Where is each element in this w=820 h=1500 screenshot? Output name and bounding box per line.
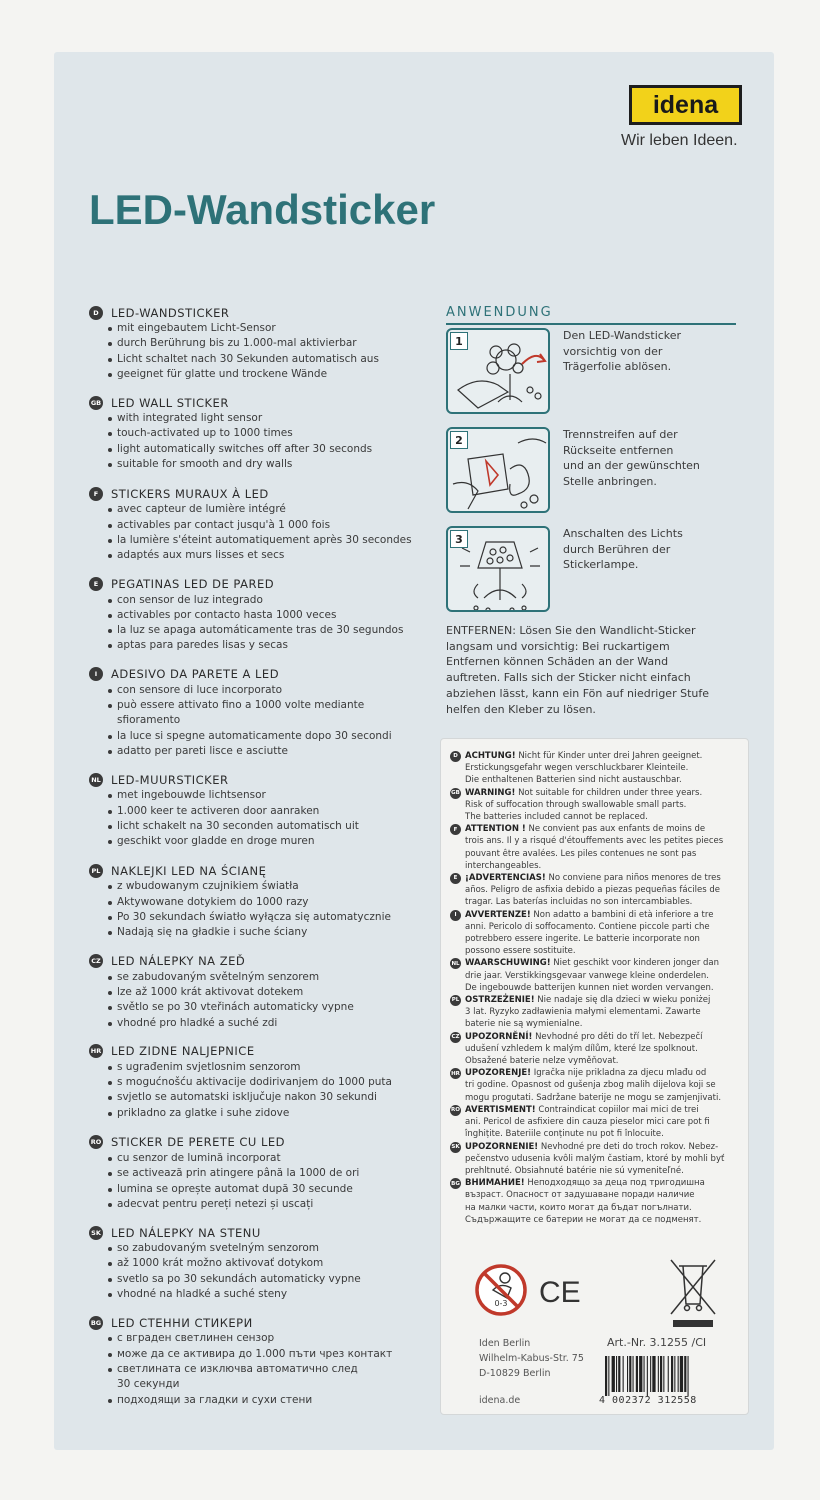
age-range-label: 0-3 [494, 1299, 508, 1308]
language-heading [89, 304, 429, 321]
language-block-ro [89, 1134, 429, 1212]
warning-text: De ingebouwde batterijen kunnen niet worden vervangen. [465, 982, 714, 993]
warning-text: tragar. Las baterías incluidas no son intercambiables. [465, 897, 693, 908]
warning-text: trois ans. Il y a risqué d'étouffements avec les petites pieces [465, 836, 724, 847]
feature-item: aptas para paredes lisas y secas [117, 638, 429, 653]
warning-code-badge: PL [450, 995, 461, 1006]
warning-item-cz [450, 1031, 740, 1068]
feature-item: activables por contacto hasta 1000 veces [117, 608, 429, 623]
feature-item: Po 30 sekundach światło wyłącza się automatycznie [117, 910, 429, 925]
language-block-hr [89, 1043, 429, 1121]
language-heading-text: LED СТЕННИ СТИКЕРИ [111, 1315, 253, 1330]
warning-text: Неподходящо за деца под тригодишна [527, 1178, 705, 1189]
feature-item: se activează prin atingere până la 1000 de ori [117, 1166, 429, 1181]
article-number: Art.-Nr. 3.1255 /CI [607, 1336, 707, 1349]
feature-item: la lumière s'éteint automatiquement après 30 secondes [117, 533, 429, 548]
feature-item: може да се активира до 1.000 пъти чрез контакт [117, 1347, 429, 1362]
warning-label: WARNING! [465, 787, 516, 798]
language-heading-text: LED NÁLEPKY NA STENU [111, 1225, 261, 1240]
warning-text: Niet geschikt voor kinderen jonger dan [553, 958, 720, 969]
language-code-badge: GB [89, 396, 103, 410]
feature-list [89, 593, 429, 654]
entfernen-instructions: ENTFERNEN: Lösen Sie den Wandlicht-Sticker langsam und vorsichtig: Bei ruckartigem Entfernen können Schäden an der Wand auftreten. Falls sich der Sticker nicht einfach abziehen lässt, kann ein Fön auf niedriger Stufe helfen den Kleber zu lösen. [446, 624, 709, 716]
warning-code-badge: RO [450, 1105, 461, 1116]
anwendung-divider [446, 323, 736, 325]
warning-text: tri godine. Opasnost od gušenja zbog malih dijelova koji se [465, 1080, 716, 1091]
warning-text: baterie nie są wymienialne. [465, 1019, 583, 1030]
language-heading [89, 953, 429, 970]
feature-item: adatto per pareti lisce e asciutte [117, 744, 429, 759]
warning-item-i [450, 909, 740, 958]
feature-item: geeignet für glatte und trockene Wände [117, 367, 429, 382]
language-block-nl [89, 771, 429, 849]
warning-text: Risk of suffocation through swallowable small parts. [465, 799, 687, 810]
feature-item: adecvat pentru pereți netezi și uscați [117, 1197, 429, 1212]
language-heading [89, 666, 429, 683]
feature-list [89, 1331, 429, 1407]
feature-item: activables par contact jusqu'à 1 000 fois [117, 518, 429, 533]
language-code-badge: HR [89, 1044, 103, 1058]
warning-text: Not suitable for children under three years. [518, 787, 703, 798]
language-heading [89, 771, 429, 788]
language-heading-text: NAKLEJKI LED NA ŚCIANĘ [111, 863, 267, 878]
feature-list [89, 683, 429, 759]
language-heading-text: LED-WANDSTICKER [111, 305, 230, 320]
language-heading [89, 394, 429, 411]
feature-item: può essere attivato fino a 1000 volte mediante [117, 698, 429, 713]
language-code-badge: F [89, 487, 103, 501]
warning-text: possono essere sostituite. [465, 946, 576, 957]
language-block-bg [89, 1314, 429, 1407]
feature-item: sfioramento [117, 714, 181, 727]
brand-slogan: Wir leben Ideen. [621, 132, 738, 149]
warning-text: Nevhodné pro děti do tří let. Nebezpečí [535, 1031, 703, 1042]
warning-label: WAARSCHUWING! [465, 958, 551, 969]
feature-item: z wbudowanym czujnikiem światła [117, 879, 429, 894]
warning-item-hr [450, 1067, 740, 1104]
language-descriptions [89, 304, 429, 1408]
warning-code-badge: NL [450, 958, 461, 969]
feature-item: lumina se oprește automat după 30 secunde [117, 1182, 429, 1197]
feature-item: vhodné na hladké a suché steny [117, 1287, 429, 1302]
warning-text: drie jaar. Verstikkingsgevaar vanwege kleine onderdelen. [465, 970, 709, 981]
warning-text: Съдържащите се батерии не могат да се подменят. [465, 1214, 702, 1225]
feature-list [89, 879, 429, 940]
warning-item-bg [450, 1177, 740, 1226]
feature-item: licht schakelt na 30 seconden automatisch uit [117, 819, 429, 834]
warning-text: Contraindicat copiilor mai mici de trei [538, 1104, 699, 1115]
feature-item: cu senzor de lumină incorporat [117, 1151, 429, 1166]
warning-code-badge: BG [450, 1178, 461, 1189]
feature-item: s mogućnošću aktivacije dodirivanjem do 1000 puta [117, 1075, 429, 1090]
language-heading [89, 576, 429, 593]
warning-text: на малки части, които могат да бъдат погълнати. [465, 1202, 692, 1213]
feature-item: con sensore di luce incorporato [117, 683, 429, 698]
step-2-illustration [446, 427, 550, 513]
website: idena.de [479, 1395, 521, 1406]
warning-code-badge: F [450, 824, 461, 835]
warning-item-e [450, 872, 740, 909]
feature-list [89, 502, 429, 563]
feature-item: prikladno za glatke i suhe zidove [117, 1106, 429, 1121]
language-heading-text: ADESIVO DA PARETE A LED [111, 667, 280, 682]
language-code-badge: CZ [89, 954, 103, 968]
feature-item: se zabudovaným světelným senzorem [117, 970, 429, 985]
step-2-text: Trennstreifen auf der Rückseite entfernen und an der gewünschten Stelle anbringen. [563, 428, 700, 488]
warning-text: înghițite. Bateriile conținute nu pot fi înlocuite. [465, 1129, 664, 1140]
ean-number: 4 002372 312558 [599, 1395, 697, 1406]
warning-label: AVERTISMENT! [465, 1104, 536, 1115]
warning-label: UPOZORNĚNÍ! [465, 1031, 533, 1042]
language-heading-text: STICKER DE PERETE CU LED [111, 1135, 286, 1150]
feature-item: Nadają się na gładkie i suche ściany [117, 925, 429, 940]
weee-bin-icon [671, 1260, 715, 1314]
language-heading-text: LED WALL STICKER [111, 395, 229, 410]
warning-code-badge: CZ [450, 1032, 461, 1043]
language-block-cz [89, 953, 429, 1031]
language-code-badge: PL [89, 864, 103, 878]
warning-text: Erstickungsgefahr wegen verschluckbarer Kleinteile. [465, 763, 689, 774]
step-1-illustration [446, 328, 550, 414]
feature-list [89, 321, 429, 382]
warning-text: potrebbero essere ingerite. Le batterie incorporate non [465, 934, 700, 945]
feature-list [89, 788, 429, 849]
language-heading [89, 1224, 429, 1241]
product-title: LED-Wandsticker [89, 186, 436, 233]
warning-text: Ne convient pas aux enfants de moins de [528, 824, 706, 835]
warning-label: AVVERTENZE! [465, 909, 531, 920]
step-1-text: Den LED-Wandsticker vorsichtig von der Trägerfolie ablösen. [563, 329, 682, 373]
warning-text: anni. Pericolo di soffocamento. Contiene piccole parti che [465, 921, 710, 932]
warning-code-badge: E [450, 873, 461, 884]
step-3-illustration [446, 526, 550, 612]
warning-item-sk [450, 1141, 740, 1178]
brand-logo: idena [629, 85, 742, 125]
warning-text: No conviene para niños menores de tres [548, 873, 721, 884]
warning-label: UPOZORENJE! [465, 1068, 532, 1079]
language-heading-text: STICKERS MURAUX À LED [111, 486, 269, 501]
warning-text: años. Peligro de asfixia debido a piezas pequeñas fáciles de [465, 885, 720, 896]
warning-text: pečenstvo udusenia kvôli malým častiam, ktoré by mohli byť [465, 1153, 725, 1164]
feature-item: suitable for smooth and dry walls [117, 457, 429, 472]
language-block-pl [89, 862, 429, 940]
warning-text: prehltnuté. Obsiahnuté batérie nie sú vymeniteľné. [465, 1165, 684, 1176]
feature-item: s ugrađenim svjetlosnim senzorom [117, 1060, 429, 1075]
warning-panel [440, 738, 749, 1415]
warning-text: The batteries included cannot be replaced. [465, 812, 648, 823]
feature-list [89, 411, 429, 472]
warning-item-ro [450, 1104, 740, 1141]
feature-item: svjetlo se automatski isključuje nakon 30 sekundi [117, 1090, 429, 1105]
language-code-badge: BG [89, 1316, 103, 1330]
feature-item: met ingebouwde lichtsensor [117, 788, 429, 803]
warning-item-d [450, 750, 740, 787]
language-heading-text: LED ZIDNE NALJEPNICE [111, 1044, 255, 1059]
feature-list [89, 970, 429, 1031]
warning-text: Obsažené baterie nelze vyměňovat. [465, 1056, 619, 1067]
feature-item: až 1000 krát možno aktivovať dotykom [117, 1256, 429, 1271]
warning-item-gb [450, 787, 740, 824]
warning-item-pl [450, 994, 740, 1031]
language-code-badge: NL [89, 773, 103, 787]
warning-list [450, 750, 740, 1226]
warning-text: Die enthaltenen Batterien sind nicht austauschbar. [465, 775, 682, 786]
warning-code-badge: D [450, 751, 461, 762]
feature-item: подходящи за гладки и сухи стени [117, 1393, 429, 1408]
step-number: 1 [450, 332, 468, 350]
language-heading-text: LED NÁLEPKY NA ZEĎ [111, 954, 246, 969]
language-block-d [89, 304, 429, 382]
feature-item: la luce si spegne automaticamente dopo 30 secondi [117, 729, 429, 744]
language-block-e [89, 576, 429, 654]
warning-label: OSTRZEŻENIE! [465, 995, 535, 1006]
language-heading [89, 485, 429, 502]
feature-item: durch Berührung bis zu 1.000-mal aktivierbar [117, 336, 429, 351]
language-heading [89, 1043, 429, 1060]
warning-text: Nevhodné pre deti do troch rokov. Nebez- [540, 1141, 719, 1152]
feature-item: светлината се изключва автоматично след [117, 1362, 429, 1377]
warning-code-badge: I [450, 910, 461, 921]
feature-item: mit eingebautem Licht-Sensor [117, 321, 429, 336]
warning-item-f [450, 823, 740, 872]
warning-text: Non adatto a bambini di età inferiore a tre [533, 909, 714, 920]
language-heading-text: PEGATINAS LED DE PARED [111, 577, 275, 592]
ce-mark: CE [539, 1276, 581, 1309]
feature-item: geschikt voor gladde en droge muren [117, 834, 429, 849]
step-number: 3 [450, 530, 468, 548]
language-code-badge: I [89, 667, 103, 681]
feature-list [89, 1151, 429, 1212]
warning-label: UPOZORNENIE! [465, 1141, 539, 1152]
step-number: 2 [450, 431, 468, 449]
warning-label: ATTENTION ! [465, 824, 526, 835]
feature-item: touch-activated up to 1000 times [117, 426, 429, 441]
barcode [603, 1356, 723, 1396]
warning-text: 3 lat. Ryzyko zadławienia małymi elementami. Zawarte [465, 1007, 701, 1018]
warning-text: udušení vzhledem k malým dílům, které lze spolknout. [465, 1043, 698, 1054]
language-block-f [89, 485, 429, 563]
warning-text: възраст. Опасност от задушаване поради наличие [465, 1190, 695, 1201]
language-heading [89, 1314, 429, 1331]
feature-item: with integrated light sensor [117, 411, 429, 426]
warning-text: pouvant être avalées. Les piles contenues ne sont pas [465, 848, 697, 859]
feature-item: so zabudovaným svetelným senzorom [117, 1241, 429, 1256]
warning-text: interchangeables. [465, 860, 542, 871]
feature-item: adaptés aux murs lisses et secs [117, 548, 429, 563]
language-code-badge: SK [89, 1226, 103, 1240]
language-heading [89, 862, 429, 879]
feature-item: 30 секунди [117, 1378, 180, 1391]
warning-text: Nicht für Kinder unter drei Jahren geeignet. [518, 751, 703, 761]
language-code-badge: RO [89, 1135, 103, 1149]
warning-code-badge: GB [450, 788, 461, 799]
warning-text: Igračka nije prikladna za djecu mlađu od [533, 1068, 707, 1079]
weee-bar [673, 1320, 713, 1327]
warning-item-nl [450, 957, 740, 994]
feature-item: svetlo sa po 30 sekundách automaticky vypne [117, 1272, 429, 1287]
symbols-row [471, 1254, 731, 1334]
anwendung-heading: ANWENDUNG [446, 305, 553, 320]
step-3-text: Anschalten des Lichts durch Berühren der Stickerlampe. [563, 527, 683, 571]
language-block-i [89, 666, 429, 759]
language-code-badge: E [89, 577, 103, 591]
language-heading [89, 1134, 429, 1151]
feature-item: light automatically switches off after 30 seconds [117, 442, 429, 457]
language-code-badge: D [89, 306, 103, 320]
warning-code-badge: HR [450, 1068, 461, 1079]
feature-item: Licht schaltet nach 30 Sekunden automatisch aus [117, 352, 429, 367]
warning-label: ¡ADVERTENCIAS! [465, 873, 546, 884]
warning-label: ВНИМАНИЕ! [465, 1178, 525, 1189]
feature-item: světlo se po 30 vteřinách automaticky vypne [117, 1000, 429, 1015]
language-block-sk [89, 1224, 429, 1302]
feature-item: vhodné pro hladké a suché zdi [117, 1016, 429, 1031]
feature-list [89, 1241, 429, 1302]
language-heading-text: LED-MUURSTICKER [111, 772, 229, 787]
feature-item: Aktywowane dotykiem do 1000 razy [117, 895, 429, 910]
language-block-gb [89, 394, 429, 472]
feature-list [89, 1060, 429, 1121]
feature-item: con sensor de luz integrado [117, 593, 429, 608]
feature-item: avec capteur de lumière intégré [117, 502, 429, 517]
feature-item: lze až 1000 krát aktivovat dotekem [117, 985, 429, 1000]
warning-text: mogu progutati. Sadržane baterije ne mogu se zamjenjivati. [465, 1092, 722, 1103]
feature-item: 1.000 keer te activeren door aanraken [117, 804, 429, 819]
feature-item: с вграден светлинен сензор [117, 1331, 429, 1346]
feature-item: la luz se apaga automáticamente tras de 30 segundos [117, 623, 429, 638]
certification-symbols [471, 1254, 731, 1334]
warning-label: ACHTUNG! [465, 751, 516, 761]
warning-text: Nie nadaje się dla dzieci w wieku poniżej [537, 995, 711, 1006]
age-warning-icon [477, 1266, 525, 1314]
warning-text: ani. Pericol de asfixiere din cauza pieselor mici care pot fi [465, 1117, 710, 1128]
warning-code-badge: SK [450, 1142, 461, 1153]
manufacturer-address: Iden Berlin Wilhelm-Kabus-Str. 75 D-10829 Berlin [479, 1338, 584, 1379]
